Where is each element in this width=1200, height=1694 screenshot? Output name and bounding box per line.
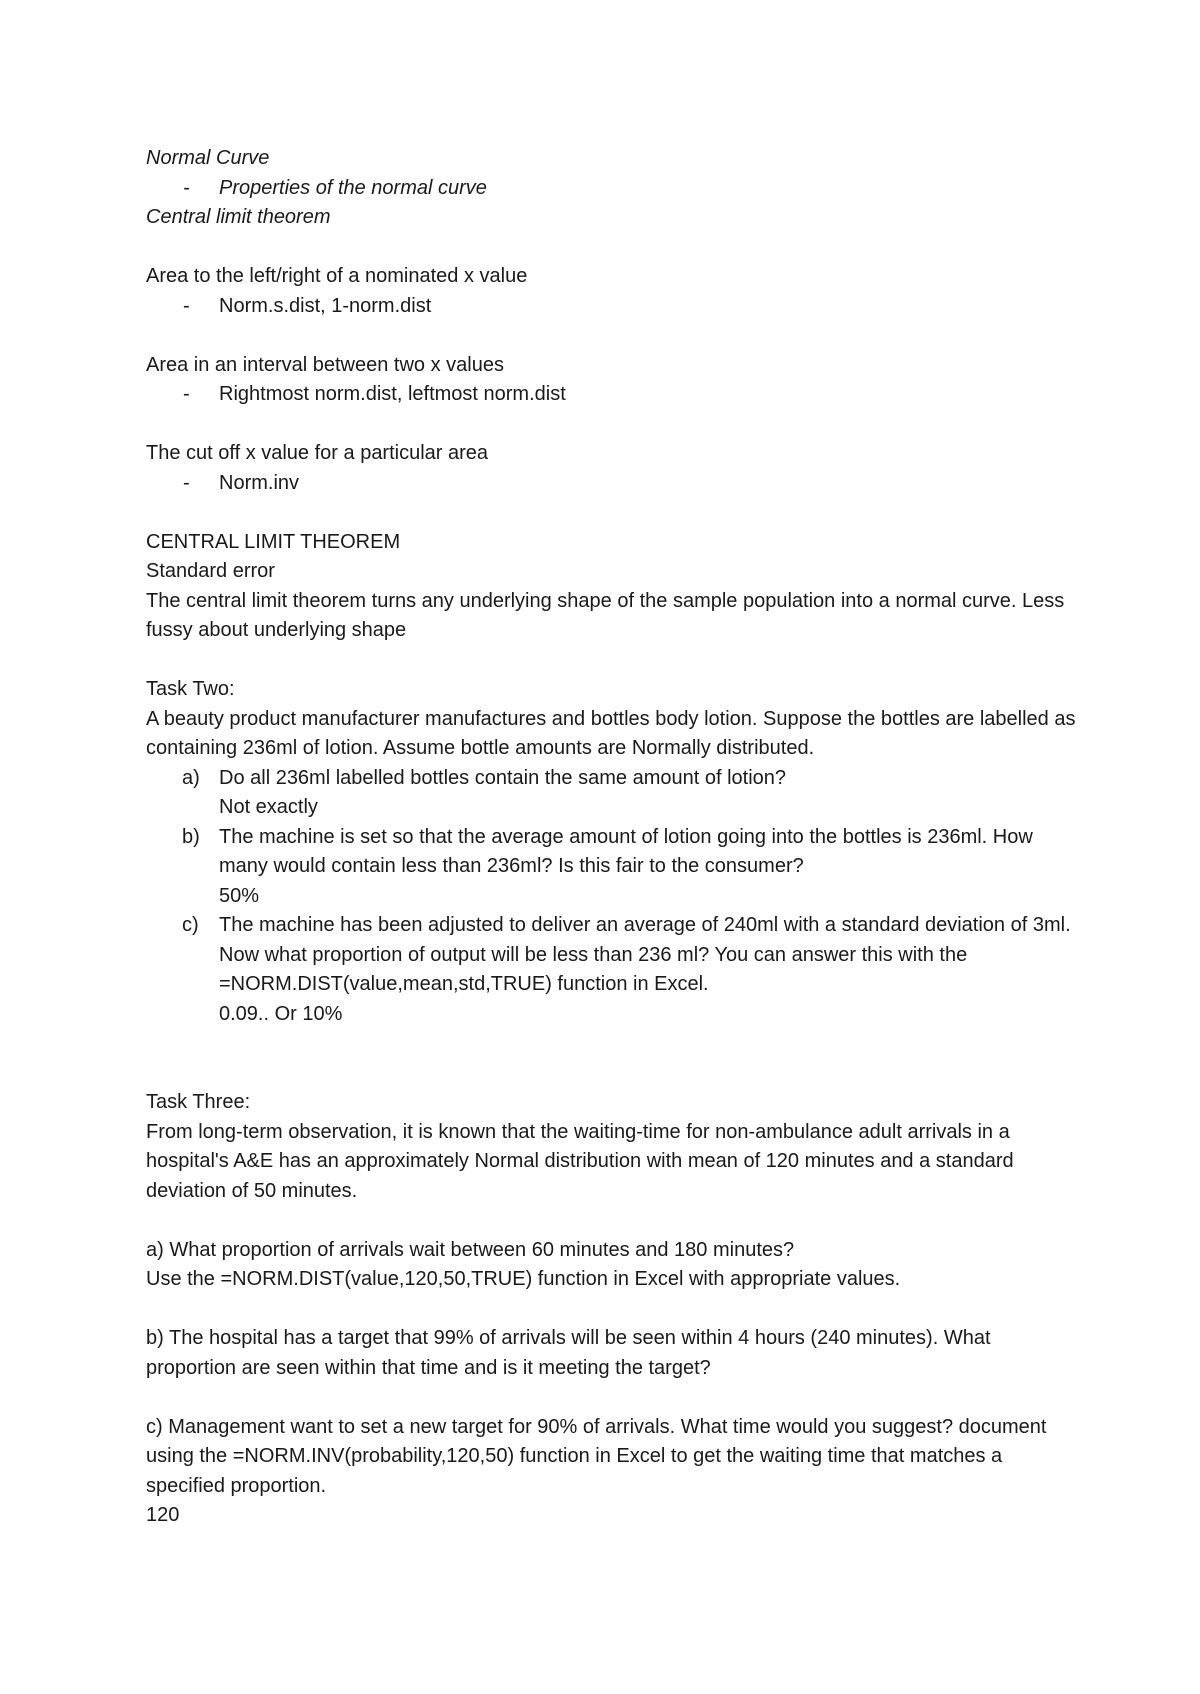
question-item xyxy=(146,823,1076,912)
task-three-b-question: b) The hospital has a target that 99% of arrivals will be seen within 4 hours (240 minutes). What proportion are seen within that time and is it meeting the target? xyxy=(146,1327,991,1379)
heading-central-limit: Central limit theorem xyxy=(146,206,331,228)
heading-area-interval: Area in an interval between two x values xyxy=(146,353,504,376)
task-two-intro: A beauty product manufacturer manufactures and bottles body lotion. Suppose the bottles are labelled as containing 236ml of lotion. Assume bottle amounts are Normally distributed. xyxy=(146,707,1076,759)
question-marker: b) xyxy=(182,825,200,848)
dash-bullet: - xyxy=(183,471,190,494)
heading-cut-off: The cut off x value for a particular area xyxy=(146,442,489,464)
list-item xyxy=(146,380,1076,410)
question-text: The machine is set so that the average amount of lotion going into the bottles is 236ml. How many would contain less than 236ml? Is this fair to the consumer? xyxy=(219,825,1033,877)
heading-clt-caps: CENTRAL LIMIT THEOREM xyxy=(146,530,401,553)
list-item xyxy=(146,292,1076,322)
dash-bullet: - xyxy=(183,176,190,199)
list-item xyxy=(146,469,1076,499)
task-three-title: Task Three: xyxy=(146,1091,251,1113)
question-item xyxy=(146,911,1076,1029)
list-item-text: Rightmost norm.dist, leftmost norm.dist xyxy=(219,383,566,405)
answer-text: 50% xyxy=(219,884,260,907)
question-text: Do all 236ml labelled bottles contain the same amount of lotion? xyxy=(219,766,787,789)
question-marker: c) xyxy=(182,914,199,936)
clt-paragraph: The central limit theorem turns any underlying shape of the sample population into a normal curve. Less fussy about underlying shape xyxy=(146,589,1065,641)
dash-bullet: - xyxy=(183,294,190,317)
heading-area-left-right: Area to the left/right of a nominated x value xyxy=(146,265,528,287)
task-three-a-instruction: Use the =NORM.DIST(value,120,50,TRUE) function in Excel with appropriate values. xyxy=(146,1268,901,1290)
answer-text: Not exactly xyxy=(219,796,318,818)
document-body xyxy=(146,144,1076,1531)
task-two-title: Task Two: xyxy=(146,678,235,700)
list-item xyxy=(146,174,1076,204)
dash-bullet: - xyxy=(183,383,190,405)
answer-text: 0.09.. Or 10% xyxy=(219,1002,343,1025)
list-item-text: Properties of the normal curve xyxy=(219,176,487,199)
question-text: The machine has been adjusted to deliver an average of 240ml with a standard deviation of 3ml. Now what proportion of output will be less than 236 ml? You can answer this with the =NORM.DIST(value,mean,std,TRUE) function in Excel. xyxy=(219,914,1071,995)
list-item-text: Norm.inv xyxy=(219,471,300,494)
heading-normal-curve: Normal Curve xyxy=(146,147,270,169)
subheading-standard-error: Standard error xyxy=(146,560,275,582)
task-three-c-question: c) Management want to set a new target for 90% of arrivals. What time would you suggest? document using the =NORM.INV(probability,120,50) function in Excel to get the waiting time that matches a specified proportion. xyxy=(146,1415,1047,1497)
task-three-intro: From long-term observation, it is known that the waiting-time for non-ambulance adult arrivals in a hospital's A&E has an approximately Normal distribution with mean of 120 minutes and a standard deviation of 50 minutes. xyxy=(146,1120,1014,1202)
list-item-text: Norm.s.dist, 1-norm.dist xyxy=(219,294,432,317)
task-three-c-answer: 120 xyxy=(146,1504,180,1526)
task-three-a-question: a) What proportion of arrivals wait between 60 minutes and 180 minutes? xyxy=(146,1238,795,1261)
question-item xyxy=(146,764,1076,823)
question-marker: a) xyxy=(182,766,200,789)
